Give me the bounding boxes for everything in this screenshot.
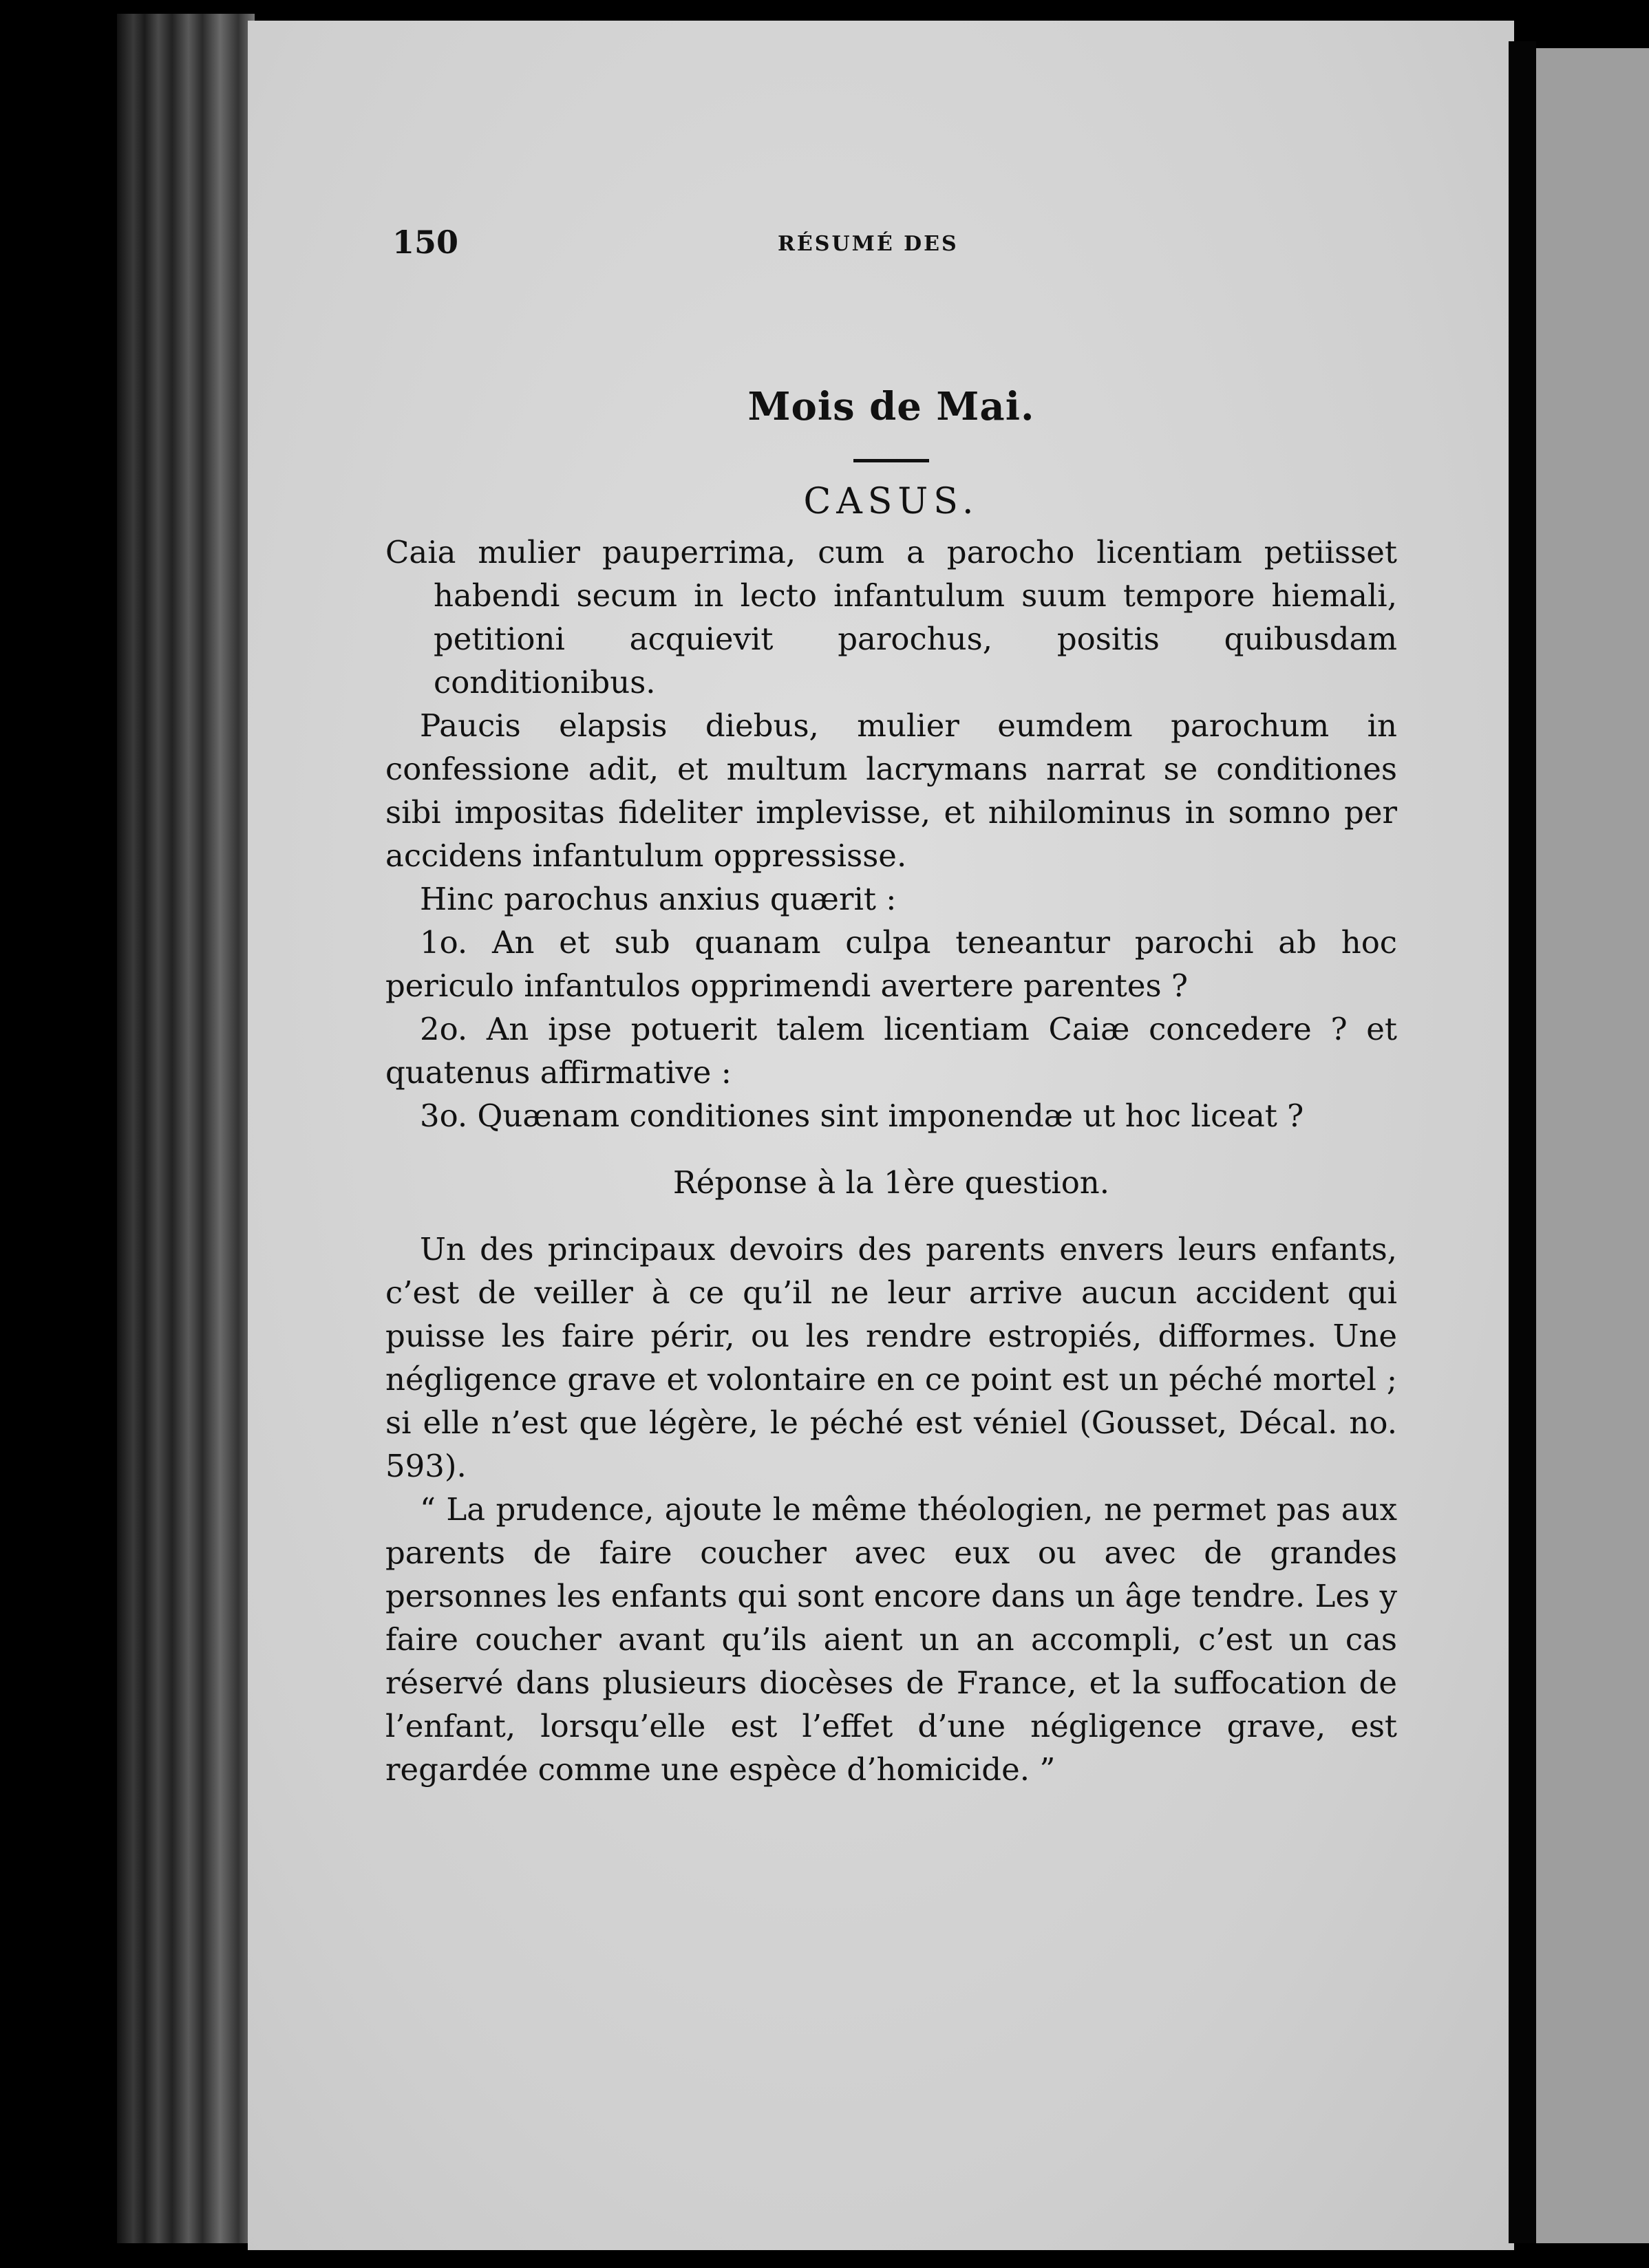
- section-rule: [853, 459, 929, 462]
- casus-paragraph: Paucis elapsis diebus, mulier eumdem parochum in confessione adit, et multum lacrymans narrat se conditiones sibi impositas fideliter implevisse, et nihilominus in somno per accidens infantulum oppressisse.: [385, 707, 1397, 874]
- response-heading: Réponse à la 1ère question.: [672, 1164, 1110, 1201]
- running-head: [392, 224, 1356, 265]
- casus-question: 1o. An et sub quanam culpa teneantur parochi ab hoc periculo infantulos opprimendi avertere parentes ?: [385, 924, 1397, 1004]
- month-heading: Mois de Mai.: [747, 384, 1035, 429]
- page-body: [385, 385, 1397, 1791]
- casus-heading: CASUS.: [803, 481, 979, 522]
- response-quote: “ La prudence, ajoute le même théologien, ne permet pas aux parents de faire coucher avec eux ou avec de grandes personnes les enfants qui sont encore dans un âge tendre. Les y faire coucher avant qu’ils aient un an accompli, c’est un cas réservé dans plusieurs diocèses de France, et la suffocation de l’enfant, lorsqu’elle est l’effet d’une négligence grave, est regardée comme une espèce d’homicide. ”: [385, 1491, 1397, 1788]
- page-gutter-shadow: [1509, 41, 1536, 2243]
- facing-page-edge: [1536, 48, 1649, 2243]
- response-paragraph: Un des principaux devoirs des parents envers leurs enfants, c’est de veiller à ce qu’il ne leur arrive aucun accident qui puisse les faire périr, ou les rendre estropiés, difformes. Une négligence grave et volontaire en ce point est un péché mortel ; si elle n’est que légère, le péché est véniel (Gousset, Décal. no. 593).: [385, 1231, 1397, 1484]
- casus-paragraph: Hinc parochus anxius quærit :: [420, 881, 897, 917]
- casus-question: 2o. An ipse potuerit talem licentiam Caiæ concedere ? et quatenus affirmative :: [385, 1011, 1397, 1091]
- casus-question: 3o. Quænam conditiones sint imponendæ ut hoc liceat ?: [420, 1098, 1304, 1134]
- running-title: RÉSUMÉ DES: [778, 232, 959, 256]
- page-number: 150: [392, 224, 459, 261]
- book-binding-edge: [117, 14, 255, 2243]
- casus-paragraph: Caia mulier pauperrima, cum a parocho licentiam petiisset habendi secum in lecto infantulum suum tempore hiemali, petitioni acquievit parochus, positis quibusdam conditionibus.: [385, 534, 1397, 700]
